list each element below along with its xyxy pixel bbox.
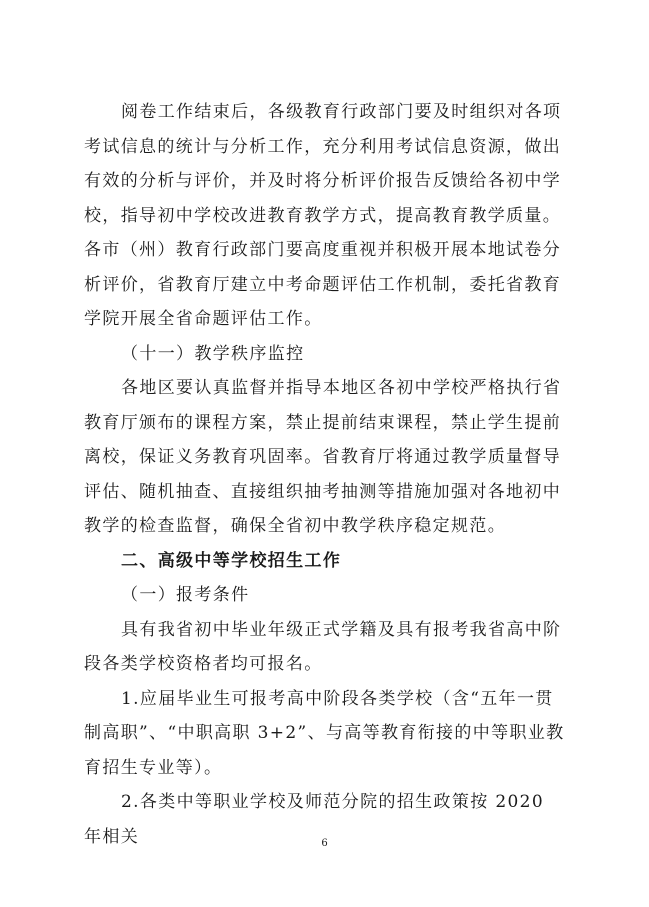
paragraph-item-2: 2.各类中等职业学校及师范分院的招生政策按 2020 年相关	[84, 792, 544, 847]
paragraph-item-1: 1.应届毕业生可报考高中阶段各类学校（含“五年一贯制高职”、“中职高职 3+2”、与高等教育衔接的中等职业教育招生专业等）。	[84, 688, 565, 778]
page-number: 6	[321, 838, 328, 849]
heading-teaching-order: （十一）教学秩序监控	[121, 343, 305, 364]
paragraph-teaching-order: 各地区要认真监督并指导本地区各初中学校严格执行省教育厅颁布的课程方案，禁止提前结束课程，禁止学生提前离校，保证义务教育巩固率。省教育厅将通过教学质量督导评估、随机抽查、直接组织抽考抽测等措施加强对各地初中教学的检查监督，确保全省初中教学秩序稳定规范。	[84, 378, 562, 536]
paragraph-exam-analysis: 阅卷工作结束后，各级教育行政部门要及时组织对各项考试信息的统计与分析工作，充分利用考试信息资源，做出有效的分析与评价，并及时将分析评价报告反馈给各初中学校，指导初中学校改进教育教学方式，提高教育教学质量。各市（州）教育行政部门要高度重视并积极开展本地试卷分析评价，省教育厅建立中考命题评估工作机制，委托省教育学院开展全省命题评估工作。	[84, 102, 562, 329]
heading-senior-high-admission: 二、高级中等学校招生工作	[121, 550, 342, 571]
heading-eligibility: （一）报考条件	[121, 585, 250, 605]
body-text	[84, 95, 568, 854]
paragraph-eligibility: 具有我省初中毕业年级正式学籍及具有报考我省高中阶段各类学校资格者均可报名。	[84, 619, 562, 674]
